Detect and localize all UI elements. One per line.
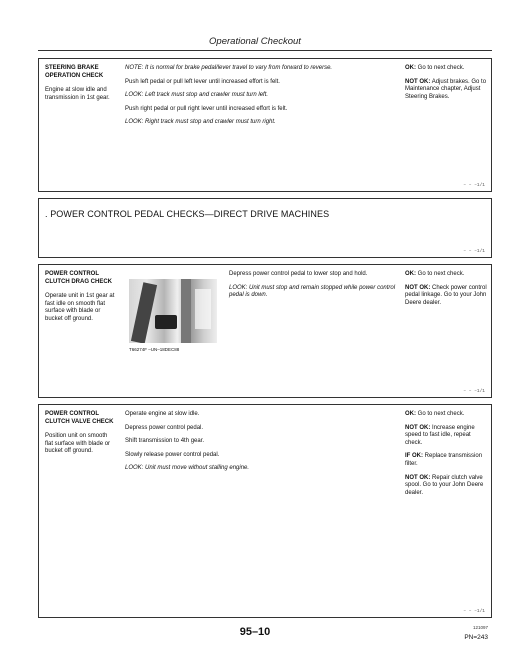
- steering-ok-label: OK:: [405, 65, 416, 71]
- drag-notok-label: NOT OK:: [405, 284, 431, 291]
- drag-title-1: POWER CONTROL: [45, 271, 99, 277]
- steering-notok-label: NOT OK:: [405, 78, 431, 85]
- valve-notok1-label: NOT OK:: [405, 424, 431, 431]
- drag-look-1: LOOK: Unit must stop and remain stopped while power control pedal is down.: [229, 284, 396, 299]
- steering-notok-text: Adjust brakes. Go to Maintenance chapter, Adjust Steering Brakes.: [405, 78, 487, 100]
- steering-results: [405, 65, 489, 107]
- valve-step-2: Depress power control pedal.: [125, 424, 204, 431]
- drag-results: [405, 271, 489, 313]
- valve-title-1: POWER CONTROL: [45, 411, 99, 417]
- valve-ifok-text: Replace transmission filter.: [405, 453, 483, 467]
- footer-date: 121097: [472, 625, 488, 630]
- valve-look-1: LOOK: Unit must move without stalling engine.: [125, 465, 250, 472]
- steering-ok-text: Go to next check.: [417, 65, 465, 71]
- drag-notok-text: Check power control pedal linkage. Go to your John Deere dealer.: [405, 284, 487, 306]
- valve-results: [405, 411, 489, 503]
- valve-notok1-text: Increase engine speed to fast idle, repeat check.: [405, 424, 475, 446]
- header-rule: [38, 50, 492, 51]
- valve-heading: [45, 411, 117, 456]
- steering-step-2: Push right pedal or pull right lever until increased effort is felt.: [125, 105, 288, 112]
- steering-title-1: STEERING BRAKE: [45, 65, 99, 71]
- drag-procedure: [229, 271, 397, 306]
- steering-brake-box: [38, 58, 492, 192]
- steering-procedure: [125, 65, 391, 133]
- valve-ok-text: Go to next check.: [417, 411, 465, 417]
- pedal-photo: [129, 279, 217, 343]
- valve-title-2: CLUTCH VALVE CHECK: [45, 418, 114, 425]
- section-box: [38, 198, 492, 258]
- steering-note: NOTE: It is normal for brake pedal/lever travel to vary from forward to reverse.: [125, 65, 333, 71]
- drag-tag: – – –1/1: [463, 389, 485, 394]
- section-title: . POWER CONTROL PEDAL CHECKS—DIRECT DRIVE MACHINES: [45, 209, 330, 219]
- valve-tag: – – –1/1: [463, 609, 485, 614]
- steering-look-1: LOOK: Left track must stop and crawler must turn left.: [125, 92, 269, 99]
- photo-caption: T66274F –UN–18DEC88: [129, 347, 180, 352]
- steering-step-1: Push left pedal or pull left lever until increased effort is felt.: [125, 78, 280, 85]
- valve-ok-label: OK:: [405, 411, 416, 417]
- steering-tag: – – –1/1: [463, 183, 485, 188]
- page-number: 95–10: [239, 626, 271, 638]
- header-title: Operational Checkout: [209, 36, 301, 47]
- drag-title-2: CLUTCH DRAG CHECK: [45, 278, 112, 285]
- valve-step-4: Slowly release power control pedal.: [125, 451, 220, 458]
- section-tag: – – –1/1: [463, 249, 485, 254]
- drag-heading: [45, 271, 117, 324]
- steering-condition: Engine at slow idle and transmission in 1st gear.: [45, 87, 110, 101]
- steering-brake-heading: [45, 65, 117, 102]
- valve-step-3: Shift transmission to 4th gear.: [125, 438, 205, 445]
- steering-title-2: OPERATION CHECK: [45, 72, 104, 79]
- drag-ok-text: Go to next check.: [417, 271, 465, 277]
- clutch-valve-box: [38, 404, 492, 618]
- drag-ok-label: OK:: [405, 271, 416, 277]
- valve-ifok-label: IF OK:: [405, 453, 423, 460]
- valve-procedure: [125, 411, 391, 479]
- valve-notok2-text: Repair clutch valve spool. Go to your John Deere dealer.: [405, 474, 484, 496]
- steering-look-2: LOOK: Right track must stop and crawler must turn right.: [125, 119, 276, 126]
- drag-condition: Operate unit in 1st gear at fast idle on smooth flat surface with blade or bucket off ground.: [45, 293, 115, 322]
- valve-step-1: Operate engine at slow idle.: [125, 411, 200, 417]
- valve-notok2-label: NOT OK:: [405, 474, 431, 481]
- valve-condition: Position unit on smooth flat surface with blade or bucket off ground.: [45, 433, 111, 455]
- drag-step-1: Depress power control pedal to lower stop and hold.: [229, 271, 368, 277]
- footer-code: PN=243: [464, 634, 488, 641]
- clutch-drag-box: [38, 264, 492, 398]
